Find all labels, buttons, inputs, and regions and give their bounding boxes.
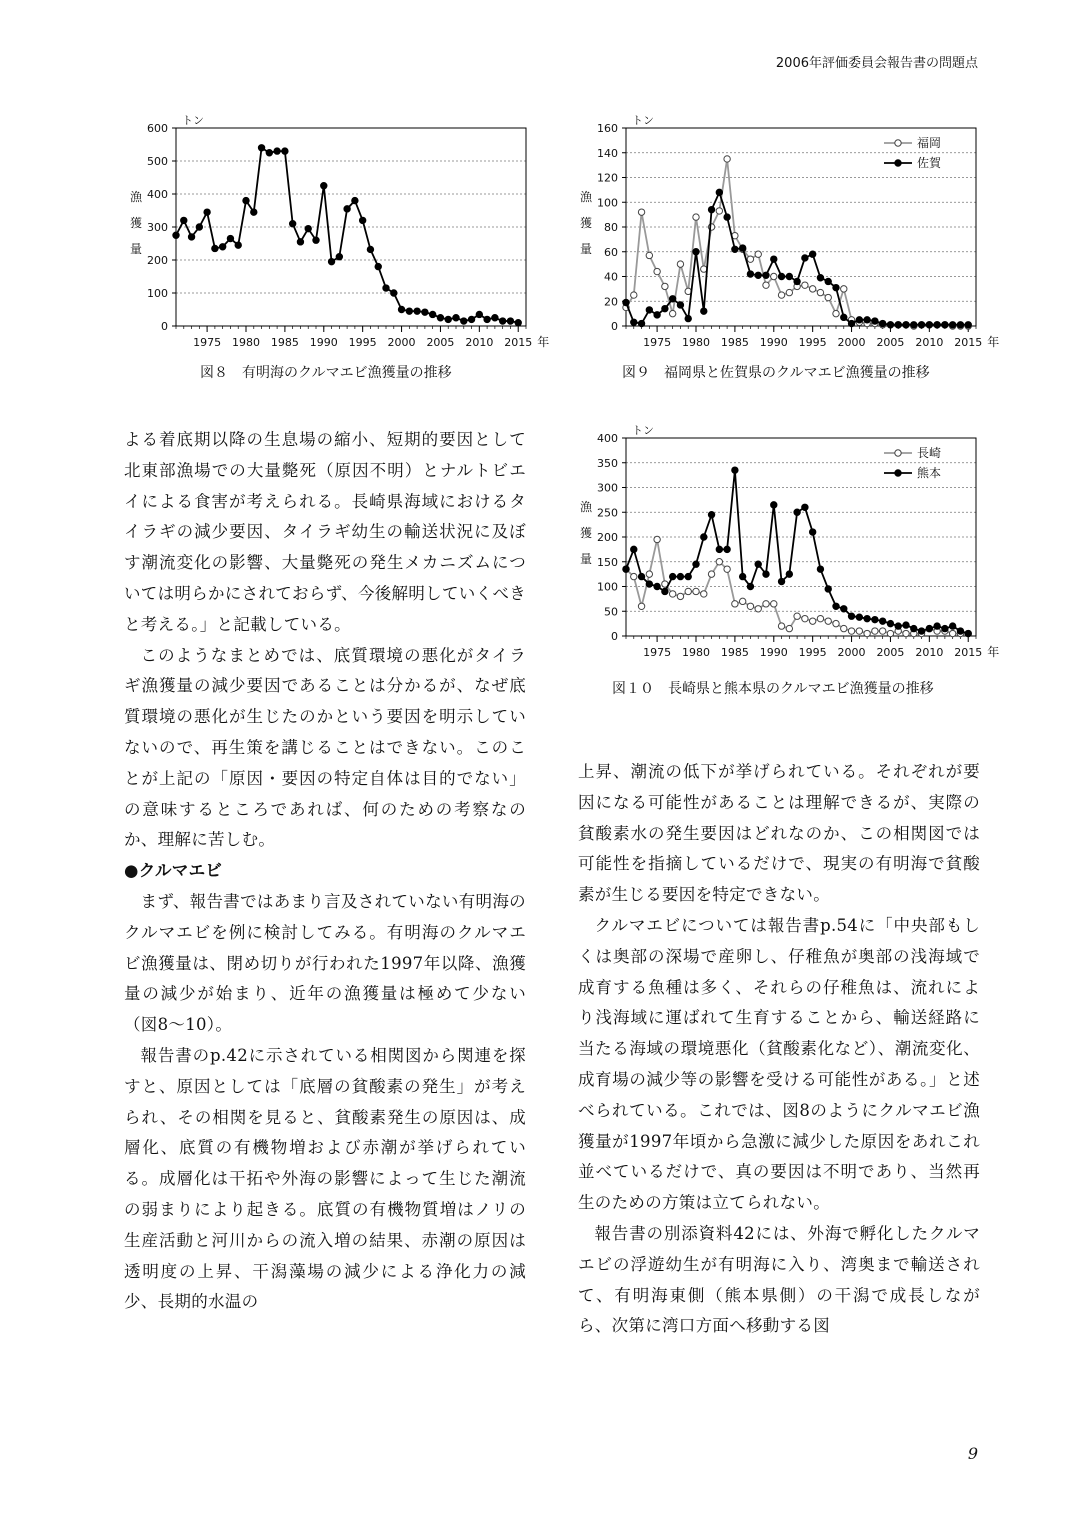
- data-point: [825, 294, 831, 300]
- data-point: [654, 312, 660, 318]
- data-point: [375, 263, 381, 269]
- data-point: [461, 318, 467, 324]
- data-point: [646, 307, 652, 313]
- y-tick-label: 0: [161, 320, 168, 333]
- data-point: [778, 578, 784, 584]
- data-point: [646, 571, 652, 577]
- data-point: [414, 308, 420, 314]
- data-point: [708, 571, 714, 577]
- data-point: [771, 502, 777, 508]
- data-point: [957, 322, 963, 328]
- data-point: [841, 286, 847, 292]
- data-point: [677, 261, 683, 267]
- data-point: [328, 258, 334, 264]
- data-point: [484, 316, 490, 322]
- data-point: [965, 630, 971, 636]
- data-point: [677, 593, 683, 599]
- data-point: [848, 628, 854, 634]
- x-tick-label: 1985: [720, 646, 749, 659]
- y-tick-label: 140: [597, 146, 618, 160]
- data-point: [809, 529, 815, 535]
- left-paragraph: このようなまとめでは、底質環境の悪化がタイラギ漁獲量の減少要因であることは分かるが、なぜ底質環境の悪化が生じたのかという要因を明示していないので、再生策を講じることはできない。このことが上記の「原因・要因の特定自体は目的でない」の意味するところであれば、何のための考察なのか、理解に苦しむ。: [124, 645, 526, 850]
- data-point: [841, 314, 847, 320]
- legend-swatch-marker: [895, 140, 901, 146]
- data-point: [841, 606, 847, 612]
- data-point: [817, 566, 823, 572]
- y-axis-label-char: 漁: [129, 190, 143, 204]
- data-point: [638, 320, 644, 326]
- data-point: [942, 322, 948, 328]
- data-point: [515, 320, 521, 326]
- data-point: [763, 571, 769, 577]
- data-point: [685, 315, 691, 321]
- data-point: [476, 311, 482, 317]
- y-axis-label-char: 量: [579, 242, 593, 256]
- data-point: [918, 628, 924, 634]
- data-point: [507, 318, 513, 324]
- data-point: [631, 292, 637, 298]
- x-tick-label: 2010: [915, 646, 944, 659]
- x-tick-label: 2005: [426, 336, 455, 349]
- data-point: [669, 310, 675, 316]
- data-point: [864, 615, 870, 621]
- data-point: [802, 615, 808, 621]
- data-point: [949, 322, 955, 328]
- chart-svg: [570, 420, 1010, 660]
- data-point: [872, 628, 878, 634]
- x-tick-label: 2000: [837, 646, 866, 659]
- data-point: [763, 272, 769, 278]
- data-point: [499, 318, 505, 324]
- data-point: [677, 302, 683, 308]
- data-point: [631, 319, 637, 325]
- data-point: [437, 315, 443, 321]
- legend-swatch-marker: [895, 160, 901, 166]
- data-point: [352, 197, 358, 203]
- data-point: [669, 591, 675, 597]
- data-point: [732, 467, 738, 473]
- data-point: [895, 322, 901, 328]
- right-paragraph: 上昇、潮流の低下が挙げられている。それぞれが要因になる可能性があることは理解できるが、実際の貧酸素水の発生要因はどれなのか、この相関図では可能性を指摘しているだけで、現実の有明海で貧酸素が生じる要因を特定できない。: [578, 762, 980, 905]
- y-tick-label: 60: [604, 245, 618, 259]
- data-point: [771, 273, 777, 279]
- data-point: [817, 275, 823, 281]
- data-point: [638, 573, 644, 579]
- data-point: [654, 583, 660, 589]
- x-tick-label: 2015: [954, 336, 983, 349]
- data-point: [771, 601, 777, 607]
- data-point: [258, 145, 264, 151]
- data-point: [212, 245, 218, 251]
- data-point: [623, 566, 629, 572]
- data-point: [227, 235, 233, 241]
- data-point: [646, 581, 652, 587]
- y-tick-label: 250: [597, 506, 618, 520]
- data-point: [654, 536, 660, 542]
- data-point: [453, 315, 459, 321]
- data-point: [297, 239, 303, 245]
- data-point: [305, 225, 311, 231]
- running-header: 2006年評価委員会報告書の問題点: [775, 56, 978, 71]
- series-line: [626, 470, 968, 633]
- data-point: [188, 234, 194, 240]
- data-point: [763, 282, 769, 288]
- y-tick-label: 150: [597, 555, 618, 569]
- figure-10-caption: 図１０ 長崎県と熊本県のクルマエビ漁獲量の推移: [612, 681, 934, 697]
- y-tick-label: 600: [147, 122, 168, 135]
- right-paragraph: クルマエビについては報告書p.54に「中央部もしくは奥部の深場で産卵し、仔稚魚が奥部の浅海域で成育する魚種は多く、それらの仔稚魚は、流れにより浅海域に運ばれて生育することから、輸送経路に当たる海域の環境悪化（貧酸素化など）、潮流変化、成育場の減少等の影響を受ける可能性がある。」と述べられている。これでは、図8のようにクルマエビ漁獲量が1997年頃から急激に減少した原因をあれこれ並べているだけで、真の要因は不明であり、当然再生のための方策は立てられない。: [578, 915, 980, 1213]
- data-point: [708, 512, 714, 518]
- data-point: [825, 618, 831, 624]
- data-point: [833, 603, 839, 609]
- data-point: [809, 286, 815, 292]
- y-tick-label: 100: [597, 580, 618, 594]
- data-point: [887, 322, 893, 328]
- data-point: [809, 618, 815, 624]
- data-point: [266, 150, 272, 156]
- data-point: [646, 252, 652, 258]
- data-point: [817, 289, 823, 295]
- y-axis-label-char: 量: [129, 242, 143, 256]
- data-point: [406, 308, 412, 314]
- x-tick-label: 2005: [876, 336, 905, 349]
- x-tick-label: 1990: [759, 336, 788, 349]
- y-tick-label: 300: [147, 221, 168, 234]
- figure-8-chart: [120, 110, 560, 350]
- data-point: [825, 586, 831, 592]
- data-point: [794, 278, 800, 284]
- left-paragraph: よる着底期以降の生息場の縮小、短期的要因として北東部漁場での大量斃死（原因不明）とナルトビエイによる食害が考えられる。長崎県海域におけるタイラギの減少要因、タイラギ幼生の輸送状況に及ぼす潮流変化の影響、大量斃死の発生メカニズムについては明らかにされておらず、今後解明していくべきと考える。」と記載している。: [124, 430, 526, 634]
- x-tick-label: 2010: [915, 336, 944, 349]
- data-point: [763, 601, 769, 607]
- data-point: [856, 317, 862, 323]
- y-unit-label: トン: [182, 114, 204, 127]
- y-tick-label: 200: [147, 254, 168, 267]
- data-point: [778, 292, 784, 298]
- data-point: [693, 588, 699, 594]
- y-unit-label: トン: [632, 114, 654, 127]
- data-point: [251, 209, 257, 215]
- data-point: [662, 283, 668, 289]
- data-point: [701, 534, 707, 540]
- data-point: [631, 573, 637, 579]
- x-tick-label: 2000: [837, 336, 866, 349]
- data-point: [965, 322, 971, 328]
- x-tick-label: 2015: [504, 336, 533, 349]
- data-point: [724, 214, 730, 220]
- data-point: [631, 546, 637, 552]
- data-point: [817, 615, 823, 621]
- data-point: [669, 296, 675, 302]
- data-point: [716, 559, 722, 565]
- data-point: [724, 546, 730, 552]
- figure-10-chart: [570, 420, 1010, 660]
- data-point: [934, 623, 940, 629]
- data-point: [321, 183, 327, 189]
- data-point: [336, 254, 342, 260]
- data-point: [918, 322, 924, 328]
- x-tick-label: 1990: [309, 336, 338, 349]
- data-point: [802, 504, 808, 510]
- data-point: [879, 618, 885, 624]
- data-point: [173, 232, 179, 238]
- data-point: [802, 282, 808, 288]
- data-point: [949, 630, 955, 636]
- data-point: [235, 242, 241, 248]
- y-tick-label: 200: [597, 531, 618, 544]
- data-point: [926, 322, 932, 328]
- figure-8-caption: 図８ 有明海のクルマエビ漁獲量の推移: [200, 365, 452, 381]
- y-tick-label: 100: [147, 287, 168, 300]
- section-heading: ●クルマエビ: [124, 861, 223, 881]
- y-axis-label-char: 獲: [579, 526, 593, 540]
- data-point: [693, 214, 699, 220]
- data-point: [833, 284, 839, 290]
- data-point: [383, 285, 389, 291]
- y-tick-label: 100: [597, 196, 618, 210]
- data-point: [833, 310, 839, 316]
- y-tick-label: 50: [604, 605, 618, 619]
- data-point: [693, 249, 699, 255]
- data-point: [747, 256, 753, 262]
- y-axis-label-char: 獲: [579, 216, 593, 230]
- data-point: [716, 208, 722, 214]
- left-text-column: [124, 425, 526, 1318]
- legend-label: 長崎: [917, 446, 942, 460]
- x-tick-label: 1985: [270, 336, 299, 349]
- data-point: [289, 221, 295, 227]
- data-point: [282, 148, 288, 154]
- y-axis-label-char: 漁: [579, 190, 593, 204]
- page-number: 9: [967, 1444, 978, 1463]
- y-axis-label-char: 量: [579, 552, 593, 566]
- y-tick-label: 400: [597, 432, 618, 445]
- legend-label: 福岡: [917, 136, 942, 150]
- right-paragraph: 報告書の別添資料42には、外海で孵化したクルマエビの浮遊幼生が有明海に入り、湾奥まで輸送されて、有明海東側（熊本県側）の干潟で成長しながら、次第に湾口方面へ移動する図: [578, 1223, 980, 1336]
- data-point: [809, 251, 815, 257]
- data-point: [739, 598, 745, 604]
- y-tick-label: 40: [604, 270, 618, 284]
- figure-9-caption: 図９ 福岡県と佐賀県のクルマエビ漁獲量の推移: [622, 365, 930, 381]
- series-line: [626, 159, 968, 326]
- left-paragraph: まず、報告書ではあまり言及されていない有明海のクルマエビを例に検討してみる。有明海のクルマエビ漁獲量は、閉め切りが行われた1997年以降、漁獲量の減少が始まり、近年の漁獲量は極めて少ない（図8～10）。: [124, 891, 526, 1035]
- x-tick-label: 1975: [643, 646, 672, 659]
- data-point: [848, 320, 854, 326]
- data-point: [864, 317, 870, 323]
- data-point: [243, 197, 249, 203]
- legend-label: 熊本: [917, 466, 942, 480]
- data-point: [942, 625, 948, 631]
- data-point: [856, 614, 862, 620]
- data-point: [786, 289, 792, 295]
- data-point: [662, 305, 668, 311]
- x-tick-label: 2015: [954, 646, 983, 659]
- data-point: [708, 206, 714, 212]
- data-point: [398, 306, 404, 312]
- series-line: [176, 148, 518, 323]
- legend-swatch-marker: [895, 450, 901, 456]
- data-point: [825, 278, 831, 284]
- data-point: [701, 591, 707, 597]
- data-point: [422, 309, 428, 315]
- data-point: [445, 316, 451, 322]
- data-point: [662, 588, 668, 594]
- data-point: [864, 630, 870, 636]
- y-tick-label: 160: [597, 122, 618, 135]
- x-tick-label: 1980: [682, 336, 710, 349]
- data-point: [359, 217, 365, 223]
- data-point: [747, 603, 753, 609]
- data-point: [771, 256, 777, 262]
- data-point: [739, 245, 745, 251]
- data-point: [468, 316, 474, 322]
- data-point: [778, 623, 784, 629]
- x-tick-label: 1975: [193, 336, 222, 349]
- data-point: [957, 628, 963, 634]
- x-tick-label: 1975: [643, 336, 672, 349]
- data-point: [693, 561, 699, 567]
- data-point: [848, 613, 854, 619]
- y-tick-label: 20: [604, 295, 618, 309]
- y-tick-label: 80: [604, 221, 618, 234]
- data-point: [747, 271, 753, 277]
- data-point: [724, 566, 730, 572]
- data-point: [716, 546, 722, 552]
- right-text-column: [578, 757, 980, 1342]
- data-point: [887, 630, 893, 636]
- data-point: [623, 299, 629, 305]
- data-point: [755, 251, 761, 257]
- legend-label: 佐賀: [917, 156, 942, 170]
- x-tick-label: 2005: [876, 646, 905, 659]
- data-point: [755, 606, 761, 612]
- data-point: [685, 573, 691, 579]
- data-point: [654, 268, 660, 274]
- y-tick-label: 350: [597, 456, 618, 470]
- x-tick-label: 2010: [465, 336, 494, 349]
- data-point: [802, 255, 808, 261]
- x-tick-label: 1995: [798, 336, 827, 349]
- x-tick-label: 1985: [720, 336, 749, 349]
- y-tick-label: 120: [597, 171, 618, 185]
- data-point: [872, 318, 878, 324]
- legend-swatch-marker: [895, 470, 901, 476]
- data-point: [638, 603, 644, 609]
- data-point: [391, 290, 397, 296]
- data-point: [911, 322, 917, 328]
- data-point: [841, 625, 847, 631]
- data-point: [313, 237, 319, 243]
- data-point: [274, 148, 280, 154]
- data-point: [204, 209, 210, 215]
- y-tick-label: 400: [147, 188, 168, 201]
- chart-svg: [120, 110, 560, 350]
- y-axis-label-char: 獲: [129, 216, 143, 230]
- data-point: [429, 311, 435, 317]
- data-point: [492, 315, 498, 321]
- x-unit-label: 年: [987, 645, 1000, 659]
- data-point: [778, 273, 784, 279]
- x-tick-label: 1995: [798, 646, 827, 659]
- data-point: [794, 613, 800, 619]
- x-tick-label: 1980: [682, 646, 710, 659]
- data-point: [895, 623, 901, 629]
- data-point: [879, 320, 885, 326]
- data-point: [903, 630, 909, 636]
- data-point: [196, 224, 202, 230]
- left-paragraph: 報告書のp.42に示されている相関図から関連を探すと、原因としては「底層の貧酸素の発生」が考えられ、その相関を見ると、貧酸素発生の原因は、成層化、底質の有機物増および赤潮が挙げられている。成層化は干拓や外海の影響によって生じた潮流の弱まりにより起きる。底質の有機物質増はノリの生産活動と河川からの流入増の結果、赤潮の原因は透明度の上昇、干潟藻場の減少による浄化力の減少、長期的水温の: [124, 1045, 526, 1312]
- data-point: [716, 189, 722, 195]
- data-point: [911, 625, 917, 631]
- x-tick-label: 1980: [232, 336, 260, 349]
- data-point: [669, 573, 675, 579]
- data-point: [638, 209, 644, 215]
- data-point: [934, 322, 940, 328]
- data-point: [755, 561, 761, 567]
- data-point: [739, 573, 745, 579]
- chart-svg: [570, 110, 1010, 350]
- y-axis-label-char: 漁: [579, 500, 593, 514]
- data-point: [794, 509, 800, 515]
- x-tick-label: 2000: [387, 336, 416, 349]
- y-tick-label: 500: [147, 155, 168, 168]
- data-point: [926, 625, 932, 631]
- data-point: [879, 628, 885, 634]
- data-point: [677, 573, 683, 579]
- data-point: [887, 620, 893, 626]
- x-unit-label: 年: [537, 335, 550, 349]
- y-unit-label: トン: [632, 424, 654, 437]
- y-tick-label: 0: [611, 630, 618, 643]
- y-tick-label: 300: [597, 481, 618, 495]
- data-point: [732, 246, 738, 252]
- data-point: [701, 308, 707, 314]
- data-point: [786, 625, 792, 631]
- x-tick-label: 1995: [348, 336, 377, 349]
- data-point: [724, 156, 730, 162]
- data-point: [872, 616, 878, 622]
- data-point: [685, 588, 691, 594]
- data-point: [747, 583, 753, 589]
- data-point: [903, 622, 909, 628]
- x-unit-label: 年: [987, 335, 1000, 349]
- data-point: [219, 244, 225, 250]
- data-point: [181, 217, 187, 223]
- data-point: [856, 628, 862, 634]
- data-point: [833, 620, 839, 626]
- figure-9-chart: [570, 110, 1010, 350]
- x-tick-label: 1990: [759, 646, 788, 659]
- data-point: [949, 623, 955, 629]
- data-point: [786, 273, 792, 279]
- y-tick-label: 0: [611, 320, 618, 333]
- data-point: [344, 206, 350, 212]
- data-point: [786, 571, 792, 577]
- data-point: [732, 601, 738, 607]
- data-point: [367, 246, 373, 252]
- data-point: [755, 272, 761, 278]
- data-point: [903, 322, 909, 328]
